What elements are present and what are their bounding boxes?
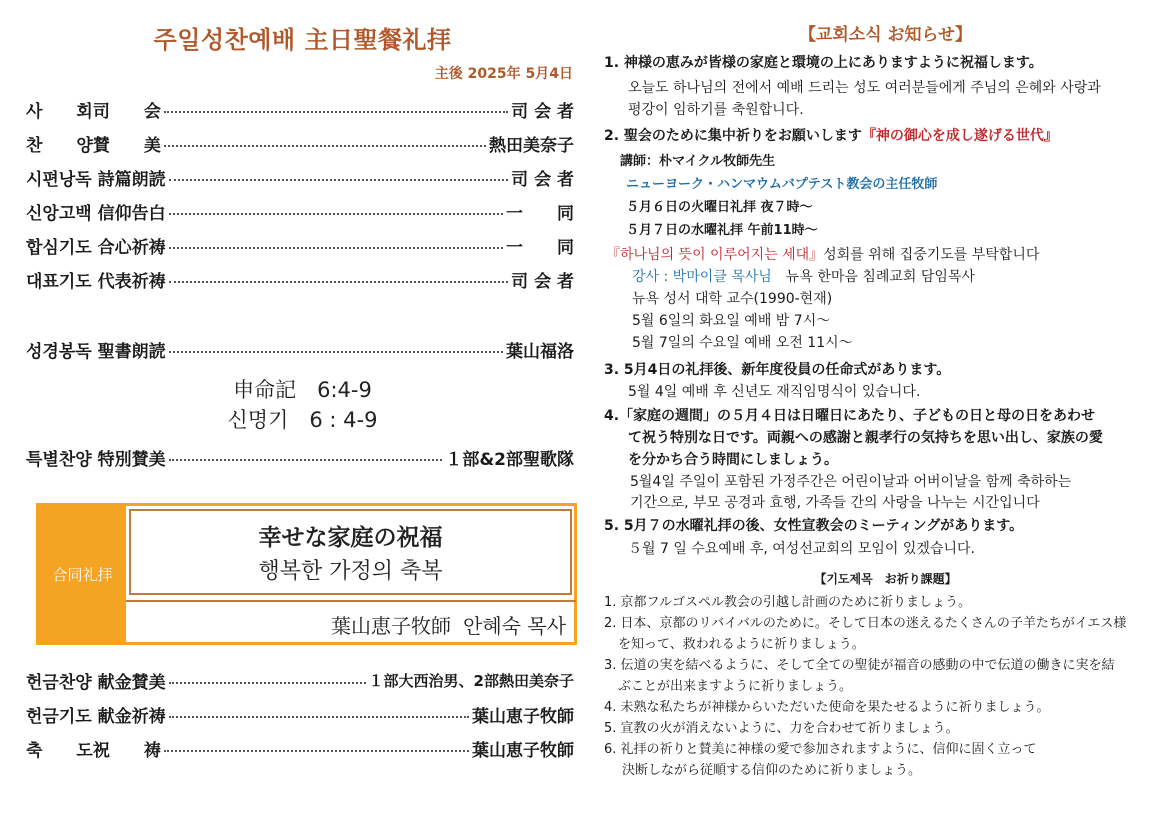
order-row-offering-praise	[26, 667, 574, 693]
sermon-divider	[126, 600, 576, 602]
page-title: 주일성찬예배 主日聖餐礼拝	[153, 26, 452, 54]
news-2-jp-theme: 『神の御心を成し遂げる世代』	[861, 128, 1058, 144]
order-item-person: 一 同	[506, 203, 574, 224]
order-item-person: 司 会 者	[511, 271, 574, 292]
prayer-6-line1: 6. 礼拝の祈りと賛美に神様の愛で参加されますように、信仰に固く立って	[604, 742, 1037, 757]
dot-leader	[169, 682, 366, 684]
news-2-kr	[606, 244, 1039, 264]
dot-leader	[164, 145, 486, 147]
dot-leader	[169, 247, 503, 249]
service-date: 主後 2025年 5月4日	[434, 66, 573, 82]
order-item-person: １部&2部聖歌隊	[445, 449, 574, 470]
sermon-tag: 合同礼拝	[39, 506, 126, 642]
preacher-kr: 안혜숙 목사	[463, 614, 566, 638]
order-row-representative-prayer	[26, 266, 574, 292]
news-2-kr-theme: 『하나님의 뜻이 이루어지는 세대』	[606, 247, 824, 263]
news-1-kr-line2: 평강이 임하기를 축원합니다.	[628, 102, 804, 118]
order-item-person: 司 会 者	[511, 101, 574, 122]
order-item-name: 특별찬양 特別賛美	[26, 449, 166, 470]
news-3-jp: 3. 5月4日の礼拝後、新年度役員の任命式があります。	[604, 362, 951, 378]
dot-leader	[169, 716, 469, 718]
order-item-person: 葉山恵子牧師	[472, 740, 574, 761]
order-row-creed	[26, 198, 574, 224]
sermon-title-jp: 幸せな家庭の祝福	[258, 525, 443, 551]
news-2-kr-speaker	[632, 266, 975, 286]
prayer-4: 4. 未熟な私たちが神様からいただいた使命を果たせるように祈りましょう。	[604, 700, 1050, 715]
sermon-title-kr: 행복한 가정의 축복	[258, 559, 443, 584]
order-item-name: 신앙고백 信仰告白	[26, 203, 166, 224]
order-item-name: 축 도祝 祷	[26, 740, 161, 761]
news-1-kr-line1: 오늘도 하나님의 전에서 예배 드리는 성도 여러분들에게 주님의 은혜와 사랑과	[628, 80, 1101, 96]
news-2-speaker: 講師：朴マイクル牧師先生	[620, 154, 776, 169]
order-item-name: 시편낭독 詩篇朗読	[26, 169, 166, 190]
dot-leader	[169, 459, 443, 461]
order-row-praise	[26, 130, 574, 156]
news-4-kr-line1: 5월4일 주일이 포함된 가정주간은 어린이날과 어버이날을 함께 축하하는	[630, 474, 1072, 490]
order-item-name: 성경봉독 聖書朗読	[26, 341, 166, 362]
prayer-3-line2: ぶことが出来ますように祈りましょう。	[618, 679, 853, 694]
news-2-kr-text: 성회를 위해 집중기도를 부탁합니다	[823, 247, 1040, 263]
order-row-offering-prayer	[26, 701, 574, 727]
order-row-presider	[26, 96, 574, 122]
news-4-jp-line2: て祝う特別な日です。両親への感謝と親孝行の気持ちを思い出し、家族の愛	[628, 430, 1103, 446]
order-row-psalm	[26, 164, 574, 190]
news-2-kr-church: 뉴욕 한마음 침례교회 담임목사	[785, 269, 975, 285]
news-2-church: ニューヨーク・ハンマウムバプテスト教会の主任牧師	[626, 177, 938, 192]
order-row-scripture-reading	[26, 336, 574, 362]
prayer-title: 【기도제목 お祈り課題】	[814, 572, 957, 586]
dot-leader	[169, 281, 509, 283]
news-5-jp: 5. 5月７の水曜礼拝の後、女性宣教会のミーティングがあります。	[604, 518, 1024, 534]
news-2-kr-speaker-name: 강사 : 박마이클 목사님	[632, 269, 772, 285]
news-1-jp: 1. 神様の恵みが皆様の家庭と環境の上にありますように祝福します。	[604, 55, 1043, 71]
order-item-person: 葉山恵子牧師	[472, 706, 574, 727]
sermon-preacher	[331, 610, 566, 639]
prayer-3-line1: 3. 伝道の実を結べるように、そして全ての聖徒が福音の感動の中で伝道の働きに実を結	[604, 658, 1115, 673]
order-row-benediction	[26, 735, 574, 761]
news-2-date2: ５月７日の水曜礼拝 午前11時～	[626, 223, 818, 238]
news-4-jp-line1: 4.「家庭の週間」の５月４日は日曜日にあたり、子どもの日と母の日をあわせ	[604, 408, 1096, 424]
church-news-panel	[598, 0, 1173, 817]
news-4-jp-line3: を分かち合う時間にしましょう。	[628, 452, 838, 468]
prayer-2-line2: を知って、救われるように祈りましょう。	[618, 637, 865, 652]
dot-leader	[169, 213, 503, 215]
order-item-name: 대표기도 代表祈祷	[26, 271, 166, 292]
scripture-kr: 신명기 6 : 4-9	[227, 408, 378, 432]
news-4-kr-line2: 기간으로, 부모 공경과 효행, 가족들 간의 사랑을 나누는 시간입니다	[630, 495, 1040, 511]
news-2-kr-date2: 5월 7일의 수요일 예배 오전 11시～	[632, 335, 853, 351]
sermon-title-box	[129, 509, 572, 595]
order-item-name: 헌금기도 献金祈祷	[26, 706, 166, 727]
order-item-person: 熱田美奈子	[489, 135, 574, 156]
dot-leader	[169, 351, 503, 353]
news-2-date1: ５月６日の火曜日礼拝 夜７時～	[626, 200, 813, 215]
news-2-kr-prof: 뉴욕 성서 대학 교수(1990-현재)	[632, 291, 833, 307]
news-3-kr: 5월 4일 예배 후 신년도 재직임명식이 있습니다.	[628, 384, 921, 400]
order-item-name: 사 회司 会	[26, 101, 161, 122]
news-2-jp	[604, 125, 1058, 145]
order-row-special-praise	[26, 444, 574, 470]
news-5-kr: ５월 7 일 수요예배 후, 여성선교회의 모임이 있겠습니다.	[628, 541, 975, 557]
dot-leader	[164, 750, 469, 752]
order-item-name: 헌금찬양 献金賛美	[26, 672, 166, 693]
dot-leader	[169, 179, 509, 181]
scripture-jp: 申命記 6:4-9	[233, 378, 372, 402]
preacher-jp: 葉山恵子牧師	[331, 614, 452, 638]
news-2-kr-date1: 5월 6일의 화요일 예배 밤 7시～	[632, 313, 831, 329]
order-item-person: 葉山福洛	[506, 341, 574, 362]
order-item-name: 찬 양賛 美	[26, 135, 161, 156]
sermon-box	[36, 503, 577, 645]
prayer-1: 1. 京都フルゴスペル教会の引越し計画のために祈りましょう。	[604, 595, 972, 610]
order-row-unison-prayer	[26, 232, 574, 258]
order-item-person: 司 会 者	[511, 169, 574, 190]
order-item-person: 一 同	[506, 237, 574, 258]
news-title: 【교회소식 お知らせ】	[798, 25, 973, 45]
order-item-name: 합심기도 合心祈祷	[26, 237, 166, 258]
prayer-5: 5. 宣教の火が消えないように、力を合わせて祈りましょう。	[604, 721, 959, 736]
order-item-person: １部大西治男、2部熱田美奈子	[368, 671, 574, 690]
prayer-2-line1: 2. 日本、京都のリバイバルのために。そして日本の迷えるたくさんの子羊たちがイエス様	[604, 616, 1127, 631]
prayer-6-line2: 決断しながら従順する信仰のために祈りましょう。	[622, 763, 922, 778]
news-2-jp-text: 2. 聖会のために集中祈りをお願いします	[604, 128, 862, 144]
dot-leader	[164, 111, 508, 113]
